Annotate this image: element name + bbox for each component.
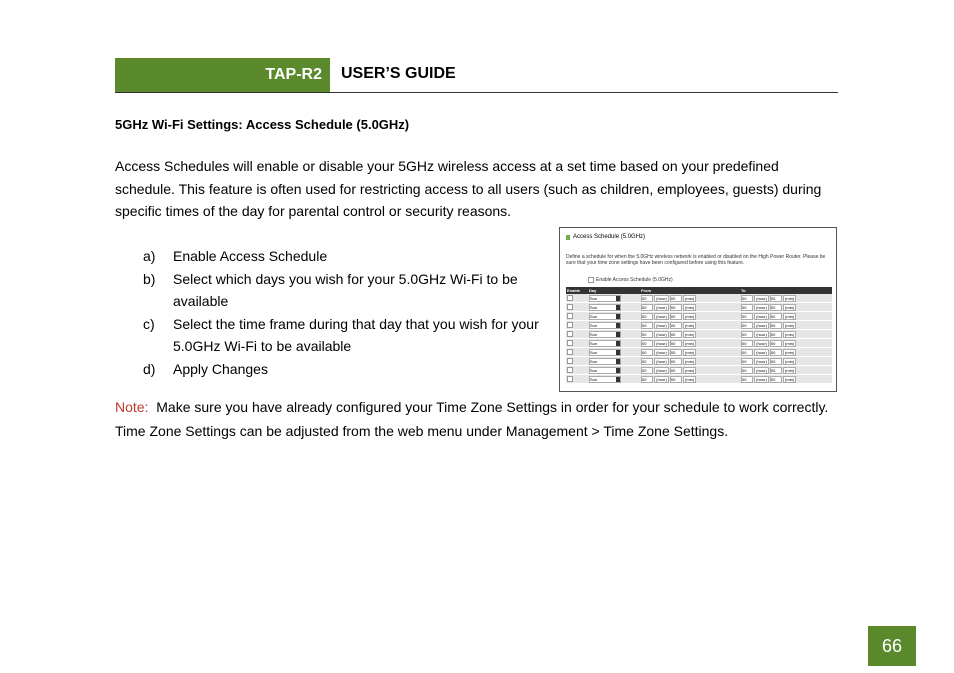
header-divider	[115, 92, 838, 93]
row-from-cell	[640, 339, 740, 348]
step-text: Select which days you wish for your 5.0GHz Wi-Fi to be available	[173, 270, 518, 309]
hour-label: (hour)	[756, 358, 767, 364]
row-to-cell	[740, 294, 832, 303]
from-min-select[interactable]: 00	[670, 349, 682, 356]
hour-label: (hour)	[756, 376, 767, 382]
hour-label: (hour)	[656, 331, 667, 337]
col-from: From	[640, 287, 740, 294]
row-enable-checkbox[interactable]	[567, 295, 573, 301]
intro-paragraph: Access Schedules will enable or disable your 5GHz wireless access at a set time based on your predefined schedule. This feature is often used for restricting access to all users (such as children, employees, guests) during specific times of the day for parental control or security reasons.	[115, 158, 822, 219]
to-min-select[interactable]: 00	[770, 349, 782, 356]
min-label: (min)	[685, 367, 695, 373]
header-product-badge	[115, 58, 330, 92]
screenshot-description: Define a schedule for when the 5.0GHz wireless network is enabled or disabled on the High Power Router. Please be sure that your time zone settings have been configured before using this feature.	[566, 254, 826, 266]
steps-list	[143, 245, 543, 380]
step-letter: c)	[143, 315, 155, 332]
row-to-cell	[740, 357, 832, 366]
from-hour-select[interactable]: 00	[641, 313, 653, 320]
row-to-cell	[740, 366, 832, 375]
from-min-select[interactable]: 00	[670, 367, 682, 374]
row-enable-checkbox[interactable]	[567, 367, 573, 373]
to-min-select[interactable]: 00	[770, 313, 782, 320]
table-row	[566, 357, 832, 366]
row-enable-checkbox[interactable]	[567, 358, 573, 364]
min-label: (min)	[685, 349, 695, 355]
from-min-select[interactable]: 00	[670, 376, 682, 383]
hour-label: (hour)	[756, 367, 767, 373]
row-day-cell	[588, 312, 640, 321]
schedule-table	[566, 287, 832, 384]
table-row	[566, 303, 832, 312]
min-label: (min)	[685, 313, 695, 319]
to-min-select[interactable]: 00	[770, 295, 782, 302]
day-select[interactable]: Sun	[589, 349, 621, 356]
day-select[interactable]: Sun	[589, 304, 621, 311]
row-day-cell	[588, 321, 640, 330]
table-row	[566, 375, 832, 384]
to-hour-select[interactable]: 00	[741, 349, 753, 356]
step-letter: b)	[143, 270, 156, 287]
table-row	[566, 330, 832, 339]
row-enable-checkbox[interactable]	[567, 340, 573, 346]
row-enable-cell	[566, 339, 588, 348]
min-label: (min)	[785, 295, 795, 301]
from-min-select[interactable]: 00	[670, 313, 682, 320]
hour-label: (hour)	[656, 349, 667, 355]
row-enable-cell	[566, 330, 588, 339]
table-row	[566, 348, 832, 357]
hour-label: (hour)	[656, 358, 667, 364]
from-min-select[interactable]: 00	[670, 295, 682, 302]
table-row	[566, 339, 832, 348]
from-hour-select[interactable]: 00	[641, 376, 653, 383]
min-label: (min)	[785, 358, 795, 364]
row-day-cell	[588, 339, 640, 348]
day-select[interactable]: Sun	[589, 367, 621, 374]
row-to-cell	[740, 339, 832, 348]
to-min-select[interactable]: 00	[770, 322, 782, 329]
col-day: Day	[588, 287, 640, 294]
row-to-cell	[740, 348, 832, 357]
row-day-cell	[588, 366, 640, 375]
row-day-cell	[588, 330, 640, 339]
table-row	[566, 294, 832, 303]
row-enable-cell	[566, 357, 588, 366]
row-to-cell	[740, 303, 832, 312]
row-to-cell	[740, 312, 832, 321]
row-to-cell	[740, 321, 832, 330]
from-hour-select[interactable]: 00	[641, 367, 653, 374]
min-label: (min)	[785, 304, 795, 310]
row-day-cell	[588, 294, 640, 303]
step-letter: a)	[143, 248, 156, 264]
hour-label: (hour)	[756, 331, 767, 337]
row-enable-cell	[566, 321, 588, 330]
note-label: Note:	[115, 399, 149, 415]
min-label: (min)	[785, 331, 795, 337]
from-hour-select[interactable]: 00	[641, 322, 653, 329]
row-enable-cell	[566, 312, 588, 321]
from-min-select[interactable]: 00	[670, 358, 682, 365]
col-enable: Enable	[566, 287, 588, 294]
day-select[interactable]: Sun	[589, 331, 621, 338]
row-enable-cell	[566, 375, 588, 384]
row-enable-cell	[566, 348, 588, 357]
row-enable-checkbox[interactable]	[567, 331, 573, 337]
to-hour-select[interactable]: 00	[741, 331, 753, 338]
hour-label: (hour)	[656, 367, 667, 373]
to-hour-select[interactable]: 00	[741, 358, 753, 365]
col-to: To	[740, 287, 832, 294]
hour-label: (hour)	[756, 349, 767, 355]
enable-label: Enable Access Schedule (5.0GHz)	[596, 277, 673, 283]
step-a	[143, 245, 543, 268]
from-min-select[interactable]: 00	[670, 331, 682, 338]
day-select[interactable]: Sun	[589, 340, 621, 347]
min-label: (min)	[785, 349, 795, 355]
from-min-select[interactable]: 00	[670, 322, 682, 329]
day-select[interactable]: Sun	[589, 322, 621, 329]
min-label: (min)	[685, 304, 695, 310]
to-min-select[interactable]: 00	[770, 331, 782, 338]
row-day-cell	[588, 348, 640, 357]
product-name: TAP-R2	[265, 66, 322, 83]
row-from-cell	[640, 312, 740, 321]
row-to-cell	[740, 375, 832, 384]
screenshot-title	[566, 234, 645, 240]
min-label: (min)	[785, 313, 795, 319]
to-hour-select[interactable]: 00	[741, 313, 753, 320]
to-hour-select[interactable]: 00	[741, 295, 753, 302]
screenshot-title-text: Access Schedule (5.0GHz)	[573, 234, 646, 240]
step-letter: d)	[143, 360, 156, 377]
table-row	[566, 366, 832, 375]
row-from-cell	[640, 294, 740, 303]
hour-label: (hour)	[756, 304, 767, 310]
to-hour-select[interactable]: 00	[741, 376, 753, 383]
from-hour-select[interactable]: 00	[641, 358, 653, 365]
from-hour-select[interactable]: 00	[641, 295, 653, 302]
from-min-select[interactable]: 00	[670, 340, 682, 347]
min-label: (min)	[785, 340, 795, 346]
to-min-select[interactable]: 00	[770, 367, 782, 374]
day-select[interactable]: Sun	[589, 376, 621, 383]
hour-label: (hour)	[756, 340, 767, 346]
from-hour-select[interactable]: 00	[641, 349, 653, 356]
hour-label: (hour)	[756, 322, 767, 328]
min-label: (min)	[785, 322, 795, 328]
to-hour-select[interactable]: 00	[741, 304, 753, 311]
day-select[interactable]: Sun	[589, 313, 621, 320]
row-day-cell	[588, 375, 640, 384]
enable-schedule-checkbox[interactable]	[588, 277, 673, 283]
row-from-cell	[640, 303, 740, 312]
row-enable-cell	[566, 303, 588, 312]
hour-label: (hour)	[656, 376, 667, 382]
to-min-select[interactable]: 00	[770, 304, 782, 311]
day-select[interactable]: Sun	[589, 295, 621, 302]
step-c	[143, 313, 543, 358]
page-number: 66	[868, 626, 916, 666]
to-hour-select[interactable]: 00	[741, 322, 753, 329]
min-label: (min)	[685, 322, 695, 328]
row-enable-checkbox[interactable]	[567, 304, 573, 310]
hour-label: (hour)	[656, 322, 667, 328]
day-select[interactable]: Sun	[589, 358, 621, 365]
step-text: Select the time frame during that day that you wish for your 5.0GHz Wi-Fi to be available	[173, 315, 539, 354]
row-from-cell	[640, 348, 740, 357]
section-title: 5GHz Wi-Fi Settings: Access Schedule (5.0GHz)	[115, 117, 410, 132]
to-hour-select[interactable]: 00	[741, 340, 753, 347]
min-label: (min)	[685, 340, 695, 346]
row-from-cell	[640, 366, 740, 375]
row-enable-checkbox[interactable]	[567, 376, 573, 382]
step-text: Apply Changes	[173, 360, 268, 377]
row-enable-checkbox[interactable]	[567, 349, 573, 355]
row-enable-checkbox[interactable]	[567, 322, 573, 328]
note-paragraph	[115, 396, 840, 443]
row-day-cell	[588, 303, 640, 312]
min-label: (min)	[785, 376, 795, 382]
to-hour-select[interactable]: 00	[741, 367, 753, 374]
step-b	[143, 268, 543, 313]
row-to-cell	[740, 330, 832, 339]
green-square-icon	[566, 235, 570, 240]
step-d	[143, 358, 543, 381]
to-min-select[interactable]: 00	[770, 340, 782, 347]
row-from-cell	[640, 321, 740, 330]
row-enable-cell	[566, 294, 588, 303]
row-from-cell	[640, 330, 740, 339]
min-label: (min)	[785, 367, 795, 373]
min-label: (min)	[685, 358, 695, 364]
access-schedule-screenshot	[559, 227, 837, 392]
hour-label: (hour)	[756, 295, 767, 301]
row-enable-checkbox[interactable]	[567, 313, 573, 319]
min-label: (min)	[685, 376, 695, 382]
from-hour-select[interactable]: 00	[641, 304, 653, 311]
hour-label: (hour)	[656, 295, 667, 301]
to-min-select[interactable]: 00	[770, 376, 782, 383]
row-day-cell	[588, 357, 640, 366]
hour-label: (hour)	[756, 313, 767, 319]
row-from-cell	[640, 357, 740, 366]
min-label: (min)	[685, 331, 695, 337]
from-hour-select[interactable]: 00	[641, 331, 653, 338]
header-title: USER’S GUIDE	[341, 65, 456, 82]
step-text: Enable Access Schedule	[173, 248, 328, 264]
row-from-cell	[640, 375, 740, 384]
from-min-select[interactable]: 00	[670, 304, 682, 311]
table-row	[566, 321, 832, 330]
checkbox-icon[interactable]	[588, 277, 594, 283]
to-min-select[interactable]: 00	[770, 358, 782, 365]
min-label: (min)	[685, 295, 695, 301]
table-row	[566, 312, 832, 321]
note-text: Make sure you have already configured your Time Zone Settings in order for your schedule to work correctly. Time Zone Settings can be adjusted from the web menu under Management > Time Zone Settings.	[115, 399, 829, 439]
from-hour-select[interactable]: 00	[641, 340, 653, 347]
hour-label: (hour)	[656, 304, 667, 310]
row-enable-cell	[566, 366, 588, 375]
hour-label: (hour)	[656, 340, 667, 346]
hour-label: (hour)	[656, 313, 667, 319]
